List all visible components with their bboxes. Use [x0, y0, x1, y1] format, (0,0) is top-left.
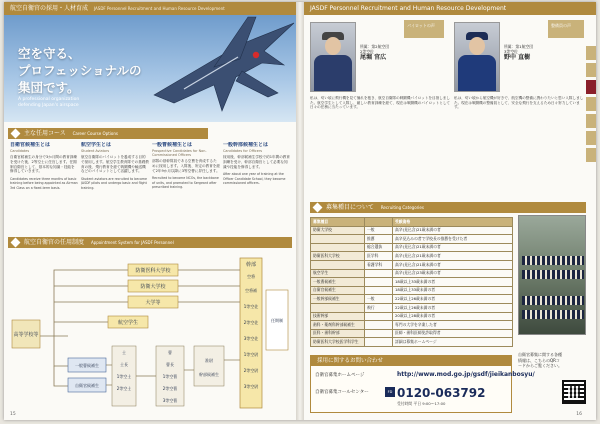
course-title-en: Candidates: [10, 149, 30, 153]
table-row: [311, 338, 513, 347]
profile-2-role: 3等空佐: [504, 49, 518, 55]
table-row: [311, 278, 513, 287]
table-cell-category: 医科・歯科幹部: [311, 329, 365, 338]
profile-1: [360, 44, 410, 62]
side-tab: [586, 63, 596, 77]
testimony-1: 私は、幼い頃に飛行機を見て憧れを抱き、航空自衛隊の戦闘機パイロットを目指しました。航空学生として入隊し、厳しい教育訓練を経て、現在は戦闘機のパイロットとして日々の任務に当たっています。: [310, 96, 450, 110]
contact-box: [310, 355, 535, 413]
course-title: 一般曹候補生とは: [152, 142, 193, 148]
node-nco-candidate-label: 一般曹候補生: [75, 363, 99, 368]
course-column-nco-candidates: [152, 142, 220, 234]
table-cell-requirement: 高卒(見込含)21歳未満の者: [393, 260, 513, 269]
table-header-cell: 受験資格: [393, 218, 513, 227]
contact-hp-label: 自衛官募集ホームページ: [315, 373, 365, 378]
table-cell-category: [311, 303, 365, 312]
table-cell-category: 一般幹部候補生: [311, 295, 365, 304]
hero-title-line1: 空を守る、: [18, 46, 81, 61]
table-cell-sub: [365, 286, 393, 295]
table-cell-requirement: 詳細は募集ホームページ: [393, 338, 513, 347]
cadets-photo: [518, 215, 586, 335]
table-cell-category: 歯科・薬剤科幹部候補生: [311, 321, 365, 330]
fighter-jet-icon: [144, 15, 296, 122]
table-cell-category: 自衛官候補生: [311, 286, 365, 295]
table-row: [311, 329, 513, 338]
diamond-marker-icon: [11, 129, 21, 139]
contact-title: 採用に関するお問い合わせ: [311, 356, 511, 366]
profile-2-tag: 整備員の声: [548, 20, 584, 38]
profile-2: [504, 44, 554, 62]
table-cell-category: [311, 235, 365, 244]
left-page: [4, 2, 296, 420]
side-tab: [586, 46, 596, 60]
side-tab: [586, 131, 596, 145]
course-text: 部隊の基幹隊員である空曹を育成するために採用します。入隊後、所定の教育を経て2年9か月以降に3等空曹に昇任します。: [152, 159, 220, 173]
table-cell-sub: [365, 338, 393, 347]
table-header-row: [311, 218, 513, 227]
course-text: 航空自衛隊のパイロットを養成する目的で採用します。航空学生教育隊での基礎教育の後、飛行教育を経て戦闘機や輸送機などのパイロットとして活躍します。: [81, 155, 149, 174]
term-box-label: 任期制: [271, 318, 283, 323]
table-header-cell: 募集種目: [311, 218, 365, 227]
rank-shicho-label: 士長: [120, 362, 128, 367]
qr-code-icon[interactable]: [562, 380, 586, 404]
table-cell-category: 防衛医科大学校: [311, 252, 365, 261]
node-nda-label: 防衛大学校: [140, 284, 166, 290]
table-cell-requirement: 医師・歯科医師免許取得者: [393, 329, 513, 338]
contact-url[interactable]: http://www.mod.go.jp/gsdf/jieikanbosyu/: [397, 371, 535, 378]
free-dial-icon: FD: [385, 387, 395, 397]
rank-sanso-label: 3等空曹: [162, 398, 178, 403]
contact-call-label: 自衛官募集コールセンター: [315, 390, 369, 395]
course-text-en: Recruited to become NCOs, the backbone of units, and promoted to Sergeant after prescribed training.: [152, 176, 219, 189]
profile-1-unit: 所属：第2航空団: [360, 44, 389, 49]
table-row: [311, 243, 513, 252]
rank-shi-label: 士: [122, 350, 126, 355]
appointment-flow-svg: [8, 250, 292, 416]
table-row: [311, 295, 513, 304]
recruit-section-bar: [310, 202, 586, 213]
page-number-right: 16: [576, 412, 582, 417]
table-cell-sub: 一般: [365, 295, 393, 304]
table-cell-sub: [365, 329, 393, 338]
page-number-left: 15: [10, 412, 16, 417]
qr-area: [518, 352, 588, 414]
cadet-row-shape: [522, 270, 584, 279]
cadet-row-shape: [522, 256, 584, 265]
table-row: [311, 269, 513, 278]
officer-rank-7: 3等空尉: [243, 384, 259, 389]
cadet-row-shape: [522, 296, 584, 305]
officer-rank-4: 3等空佐: [243, 336, 259, 341]
course-text-en: After about one year of training at the Officer Candidate School, they become commissioned officers.: [223, 172, 286, 185]
table-row: [311, 286, 513, 295]
course-section-en: Career Course Options: [72, 131, 118, 136]
course-title-en: Candidates for Officers: [223, 149, 262, 153]
table-cell-category: 航空学生: [311, 269, 365, 278]
diamond-marker-icon: [313, 203, 323, 213]
table-row: [311, 235, 513, 244]
course-text: 採用後、幹部候補生学校で約1年間の教育訓練を受け、幹部自衛官として必要な知識や技能を修得します。: [223, 155, 290, 169]
contact-hours: 受付時間 平日 9:00〜17:00: [397, 401, 446, 406]
table-cell-sub: 看護学科: [365, 260, 393, 269]
table-cell-sub: 飛行: [365, 303, 393, 312]
table-cell-requirement: 20歳以上28歳未満の者: [393, 312, 513, 321]
side-tab: [586, 114, 596, 128]
appointment-section-title: 航空自衛官の任用制度: [24, 239, 85, 246]
course-title-en: Student Aviators: [81, 149, 110, 153]
course-text: 自衛官候補生の身分で3か月間の教育訓練を受けた後、2等空士に任官します。任期制自衛官として、基本的な知識・技能を修得していきます。: [10, 155, 77, 174]
node-student-aviator-label: 航空学生: [117, 320, 139, 326]
node-ndma-label: 防衛医科大学校: [135, 268, 171, 274]
side-tab-active: [586, 80, 596, 94]
side-tab: [586, 97, 596, 111]
recruit-section-title: 募集種目について: [326, 204, 374, 211]
page-gutter: [296, 2, 304, 420]
table-row: [311, 312, 513, 321]
hero-banner: [4, 15, 296, 122]
course-title: 自衛官候補生とは: [10, 142, 51, 148]
right-page-header: JASDF Personnel Recruitment and Human Resource Development: [304, 2, 596, 15]
table-header-cell: [365, 218, 393, 227]
cadet-row-shape: [522, 310, 584, 319]
course-title: 一般幹部候補生とは: [223, 142, 269, 148]
officer-rank-6: 2等空尉: [243, 368, 259, 373]
table-cell-category: 防衛大学校: [311, 226, 365, 235]
officer-rank-1: 空将補: [245, 288, 257, 293]
table-cell-sub: [365, 321, 393, 330]
officer-rank-3: 2等空佐: [243, 320, 259, 325]
qr-caption: 自衛官募集に関する各種情報は、こちらのQRコードからご覧ください。: [518, 352, 562, 368]
table-cell-requirement: 22歳以上26歳未満の者: [393, 295, 513, 304]
table-row: [311, 260, 513, 269]
hero-title: [18, 45, 142, 96]
body-shape: [314, 55, 352, 92]
table-cell-requirement: 18歳以上33歳未満の者: [393, 278, 513, 287]
table-cell-category: [311, 243, 365, 252]
table-cell-requirement: 高卒(見込含)21歳未満の者: [393, 252, 513, 261]
profile-1-role: 2等空佐: [360, 49, 374, 55]
table-cell-sub: 医学科: [365, 252, 393, 261]
node-high-school-label: 高等学校等: [13, 332, 39, 338]
testimony-2: 私は、幼い頃から航空機が好きで、航空機の整備に携わりたいと思い入隊しました。現在は戦闘機の整備員として、安全な飛行を支えるため日々努力しています。: [454, 96, 584, 110]
table-cell-sub: 推薦: [365, 235, 393, 244]
rank-nitoshi-label: 2等空士: [116, 386, 132, 391]
pilot-photo: [310, 22, 356, 92]
table-cell-requirement: 22歳以上26歳未満の者: [393, 303, 513, 312]
course-text-en: Student aviators are recruited to become JASDF pilots and undergo basic and flight training.: [81, 177, 147, 190]
table-row: [311, 303, 513, 312]
recruit-table-body: [311, 218, 513, 347]
rank-column-junni: [194, 346, 224, 386]
course-column-officer-candidates: [223, 142, 291, 234]
rank-socho-label: 曹長: [166, 362, 174, 367]
table-cell-category: 防衛医科大学校医学科学生: [311, 338, 365, 347]
node-university-label: 大学等: [145, 300, 161, 306]
course-section-title: 主な任用コース: [24, 130, 66, 137]
course-text-en: Candidates receive three months of basic training before being appointed as Airman 3rd Class on a fixed-term basis.: [10, 177, 78, 190]
hero-english: [18, 97, 79, 109]
mechanic-photo: [454, 22, 500, 92]
rank-so-label: 曹: [168, 350, 172, 355]
table-cell-sub: [365, 269, 393, 278]
course-title: 航空学生とは: [81, 142, 112, 148]
head-shape: [325, 37, 341, 55]
table-cell-category: 技術幹部: [311, 312, 365, 321]
profile-2-unit: 所属：第1航空団: [504, 44, 533, 49]
recruit-section-en: Recruiting Categories: [380, 205, 424, 210]
appointment-flow-diagram: [8, 250, 292, 416]
officer-column-label: 幹部: [245, 262, 257, 268]
profile-1-tag: パイロットの声: [404, 20, 444, 38]
hero-title-line2: プロフェッショナルの: [18, 63, 142, 78]
rank-kanbu-kohosei-label: 幹部候補生: [199, 372, 219, 377]
left-page-header: [4, 2, 296, 15]
table-cell-sub: 一般: [365, 226, 393, 235]
table-cell-sub: [365, 278, 393, 287]
rank-junni-label: 准尉: [205, 358, 213, 363]
hero-en-line1: A professional organization: [18, 97, 80, 102]
appointment-section-en: Appointment System for JASDF Personnel: [90, 240, 174, 245]
appointment-section-bar: [8, 237, 292, 248]
table-cell-requirement: 高卒(見込含)21歳未満の者: [393, 243, 513, 252]
officer-rank-0: 空将: [247, 274, 255, 279]
table-cell-requirement: 専門の大学を卒業した者: [393, 321, 513, 330]
side-tab: [586, 148, 596, 162]
profile-2-name: 野中 直樹: [504, 54, 531, 62]
node-sdf-candidate-label: 自衛官候補生: [75, 383, 99, 388]
table-cell-sub: 総合選抜: [365, 243, 393, 252]
table-cell-requirement: 高卒見込みの者で学校長の推薦を受けた者: [393, 235, 513, 244]
rank-ittoshi-label: 1等空士: [116, 374, 132, 379]
table-cell-requirement: 高卒(見込含)23歳未満の者: [393, 269, 513, 278]
officer-rank-5: 1等空尉: [243, 352, 259, 357]
header-title: 航空自衛官の採用・人材育成: [10, 5, 89, 12]
hero-en-line2: defending Japan's airspace: [18, 103, 79, 108]
rank-isso-label: 1等空曹: [162, 374, 178, 379]
table-cell-category: 一般曹候補生: [311, 278, 365, 287]
side-index-tabs: [586, 46, 596, 165]
table-cell-category: [311, 260, 365, 269]
header-subtitle: JASDF Personnel Recruitment and Human Resource Development: [93, 6, 225, 11]
head-shape: [469, 37, 485, 55]
table-row: [311, 252, 513, 261]
contact-phone[interactable]: 0120-063792: [397, 386, 486, 400]
body-shape: [458, 55, 496, 92]
hero-title-line3: 集団です。: [18, 80, 80, 95]
table-cell-requirement: 高卒(見込含)21歳未満の者: [393, 226, 513, 235]
course-title-en: Prospective Candidates for Non-Commissioned Officers: [152, 149, 207, 157]
diamond-marker-icon: [11, 238, 21, 248]
officer-rank-2: 1等空佐: [243, 304, 259, 309]
table-row: [311, 321, 513, 330]
course-column-candidates: [10, 142, 78, 234]
course-section-bar: [8, 128, 208, 139]
profile-1-name: 尾堀 官広: [360, 54, 387, 62]
brochure-spread: [4, 2, 596, 420]
rank-niso-label: 2等空曹: [162, 386, 178, 391]
course-column-student-aviators: [81, 142, 149, 234]
table-cell-sub: [365, 312, 393, 321]
table-row: [311, 226, 513, 235]
recruit-table: [310, 217, 513, 347]
table-cell-requirement: 18歳以上33歳未満の者: [393, 286, 513, 295]
right-page: [304, 2, 596, 420]
